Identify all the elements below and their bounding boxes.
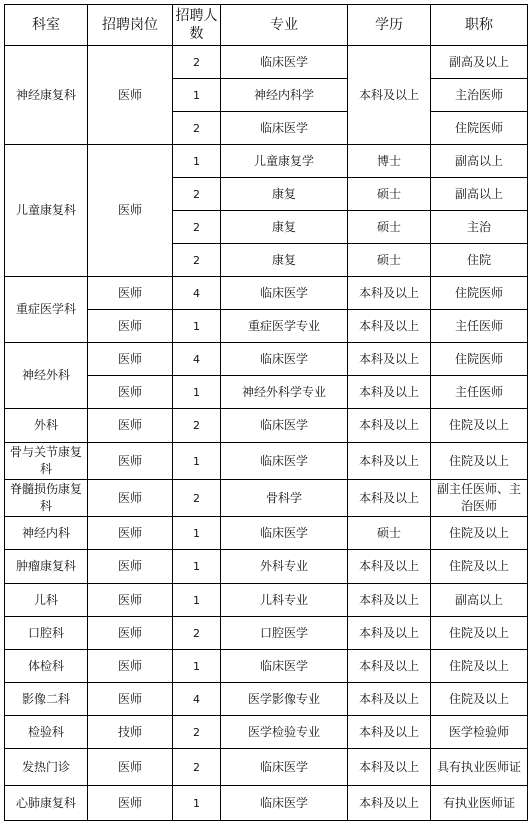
position-cell: 医师 <box>88 46 173 145</box>
education-cell: 本科及以上 <box>348 550 431 584</box>
table-row <box>5 409 528 443</box>
table-row <box>5 617 528 650</box>
count-cell: 1 <box>173 786 221 821</box>
dept-cell: 重症医学科 <box>5 277 88 343</box>
dept-cell: 影像二科 <box>5 683 88 716</box>
count-cell: 1 <box>173 443 221 480</box>
position-cell: 医师 <box>88 550 173 584</box>
title-cell: 住院医师 <box>431 277 528 310</box>
dept-cell: 儿童康复科 <box>5 145 88 277</box>
title-cell: 主治医师 <box>431 79 528 112</box>
education-cell: 本科及以上 <box>348 617 431 650</box>
dept-cell: 神经康复科 <box>5 46 88 145</box>
title-cell: 副高以上 <box>431 584 528 617</box>
major-cell: 临床医学 <box>221 409 348 443</box>
position-cell: 医师 <box>88 650 173 683</box>
count-cell: 2 <box>173 749 221 786</box>
title-cell: 住院医师 <box>431 112 528 145</box>
major-cell: 儿童康复学 <box>221 145 348 178</box>
header-count: 招聘人数 <box>173 5 221 46</box>
title-cell: 主任医师 <box>431 376 528 409</box>
education-cell: 本科及以上 <box>348 409 431 443</box>
title-cell: 副高以上 <box>431 145 528 178</box>
dept-cell: 心肺康复科 <box>5 786 88 821</box>
position-cell: 医师 <box>88 517 173 550</box>
major-cell: 康复 <box>221 211 348 244</box>
count-cell: 2 <box>173 178 221 211</box>
header-major: 专业 <box>221 5 348 46</box>
title-cell: 副高及以上 <box>431 46 528 79</box>
header-title: 职称 <box>431 5 528 46</box>
table-row <box>5 517 528 550</box>
education-cell: 本科及以上 <box>348 343 431 376</box>
education-cell: 本科及以上 <box>348 443 431 480</box>
title-cell: 具有执业医师证 <box>431 749 528 786</box>
count-cell: 2 <box>173 211 221 244</box>
position-cell: 医师 <box>88 277 173 310</box>
count-cell: 1 <box>173 79 221 112</box>
title-cell: 住院 <box>431 244 528 277</box>
dept-cell: 口腔科 <box>5 617 88 650</box>
education-cell: 硕士 <box>348 178 431 211</box>
title-cell: 副主任医师、主治医师 <box>431 480 528 517</box>
title-cell: 住院及以上 <box>431 650 528 683</box>
position-cell: 医师 <box>88 376 173 409</box>
table-row <box>5 716 528 749</box>
table-row <box>5 277 528 310</box>
education-cell: 本科及以上 <box>348 716 431 749</box>
major-cell: 康复 <box>221 178 348 211</box>
count-cell: 1 <box>173 376 221 409</box>
count-cell: 2 <box>173 46 221 79</box>
dept-cell: 发热门诊 <box>5 749 88 786</box>
table-row <box>5 443 528 480</box>
education-cell: 硕士 <box>348 244 431 277</box>
major-cell: 神经内科学 <box>221 79 348 112</box>
count-cell: 4 <box>173 343 221 376</box>
table-row <box>5 683 528 716</box>
dept-cell: 脊髓损伤康复科 <box>5 480 88 517</box>
major-cell: 临床医学 <box>221 46 348 79</box>
education-cell: 本科及以上 <box>348 683 431 716</box>
major-cell: 临床医学 <box>221 749 348 786</box>
education-cell: 本科及以上 <box>348 310 431 343</box>
title-cell: 住院及以上 <box>431 683 528 716</box>
title-cell: 住院医师 <box>431 343 528 376</box>
dept-cell: 体检科 <box>5 650 88 683</box>
position-cell: 医师 <box>88 343 173 376</box>
education-cell: 本科及以上 <box>348 749 431 786</box>
title-cell: 住院及以上 <box>431 409 528 443</box>
table-row <box>5 584 528 617</box>
count-cell: 2 <box>173 716 221 749</box>
major-cell: 儿科专业 <box>221 584 348 617</box>
major-cell: 重症医学专业 <box>221 310 348 343</box>
position-cell: 技师 <box>88 716 173 749</box>
header-dept: 科室 <box>5 5 88 46</box>
table-row <box>5 480 528 517</box>
major-cell: 临床医学 <box>221 517 348 550</box>
table-row <box>5 550 528 584</box>
title-cell: 住院及以上 <box>431 517 528 550</box>
education-cell: 硕士 <box>348 517 431 550</box>
count-cell: 1 <box>173 145 221 178</box>
table-row <box>5 46 528 79</box>
title-cell: 副高以上 <box>431 178 528 211</box>
title-cell: 住院及以上 <box>431 550 528 584</box>
header-education: 学历 <box>348 5 431 46</box>
table-row <box>5 343 528 376</box>
table-row <box>5 786 528 821</box>
major-cell: 临床医学 <box>221 343 348 376</box>
major-cell: 临床医学 <box>221 650 348 683</box>
count-cell: 2 <box>173 112 221 145</box>
position-cell: 医师 <box>88 683 173 716</box>
education-cell: 本科及以上 <box>348 277 431 310</box>
education-cell: 本科及以上 <box>348 650 431 683</box>
position-cell: 医师 <box>88 584 173 617</box>
header-row <box>5 5 528 46</box>
dept-cell: 神经内科 <box>5 517 88 550</box>
count-cell: 4 <box>173 277 221 310</box>
title-cell: 有执业医师证 <box>431 786 528 821</box>
position-cell: 医师 <box>88 480 173 517</box>
position-cell: 医师 <box>88 310 173 343</box>
count-cell: 2 <box>173 617 221 650</box>
count-cell: 1 <box>173 584 221 617</box>
major-cell: 外科专业 <box>221 550 348 584</box>
dept-cell: 骨与关节康复科 <box>5 443 88 480</box>
dept-cell: 肿瘤康复科 <box>5 550 88 584</box>
major-cell: 临床医学 <box>221 443 348 480</box>
major-cell: 口腔医学 <box>221 617 348 650</box>
title-cell: 医学检验师 <box>431 716 528 749</box>
position-cell: 医师 <box>88 409 173 443</box>
position-cell: 医师 <box>88 617 173 650</box>
recruitment-table <box>4 4 528 821</box>
count-cell: 1 <box>173 650 221 683</box>
count-cell: 1 <box>173 550 221 584</box>
education-cell: 本科及以上 <box>348 480 431 517</box>
major-cell: 神经外科学专业 <box>221 376 348 409</box>
education-cell: 本科及以上 <box>348 46 431 145</box>
education-cell: 博士 <box>348 145 431 178</box>
education-cell: 硕士 <box>348 211 431 244</box>
dept-cell: 神经外科 <box>5 343 88 409</box>
table-row <box>5 145 528 178</box>
major-cell: 医学检验专业 <box>221 716 348 749</box>
education-cell: 本科及以上 <box>348 376 431 409</box>
count-cell: 2 <box>173 409 221 443</box>
education-cell: 本科及以上 <box>348 584 431 617</box>
position-cell: 医师 <box>88 145 173 277</box>
major-cell: 骨科学 <box>221 480 348 517</box>
count-cell: 4 <box>173 683 221 716</box>
table-row <box>5 749 528 786</box>
position-cell: 医师 <box>88 749 173 786</box>
header-position: 招聘岗位 <box>88 5 173 46</box>
count-cell: 2 <box>173 244 221 277</box>
major-cell: 临床医学 <box>221 277 348 310</box>
position-cell: 医师 <box>88 786 173 821</box>
title-cell: 住院及以上 <box>431 443 528 480</box>
dept-cell: 检验科 <box>5 716 88 749</box>
title-cell: 主治 <box>431 211 528 244</box>
table-row <box>5 650 528 683</box>
major-cell: 临床医学 <box>221 112 348 145</box>
count-cell: 1 <box>173 517 221 550</box>
count-cell: 2 <box>173 480 221 517</box>
position-cell: 医师 <box>88 443 173 480</box>
major-cell: 医学影像专业 <box>221 683 348 716</box>
major-cell: 康复 <box>221 244 348 277</box>
dept-cell: 儿科 <box>5 584 88 617</box>
education-cell: 本科及以上 <box>348 786 431 821</box>
major-cell: 临床医学 <box>221 786 348 821</box>
dept-cell: 外科 <box>5 409 88 443</box>
count-cell: 1 <box>173 310 221 343</box>
title-cell: 主任医师 <box>431 310 528 343</box>
title-cell: 住院及以上 <box>431 617 528 650</box>
